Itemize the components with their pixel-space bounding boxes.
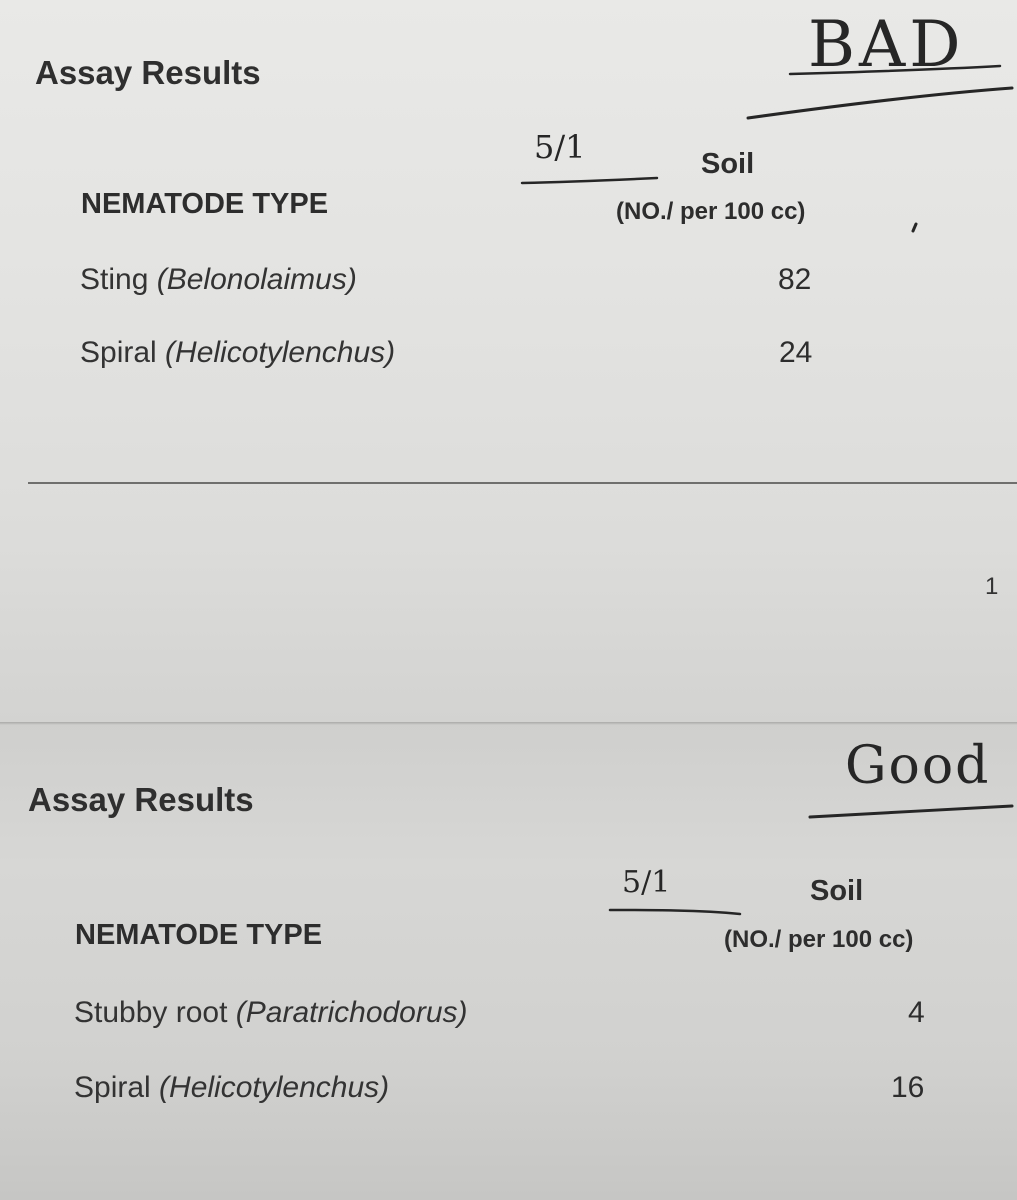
top-row-1-genus: (Belonolaimus) (156, 263, 357, 296)
top-column-header: Soil (701, 148, 755, 180)
bottom-rating-text: Good (845, 736, 991, 796)
top-row-2-value: 24 (779, 336, 813, 369)
top-row-2-genus: (Helicotylenchus) (165, 336, 396, 369)
top-row-header: NEMATODE TYPE (81, 188, 329, 220)
top-column-unit: (NO./ per 100 cc) (616, 198, 806, 225)
bottom-row-1-genus: (Paratrichodorus) (235, 996, 468, 1029)
bottom-row-2-value: 16 (891, 1071, 925, 1104)
bottom-row-1-value: 4 (908, 996, 925, 1029)
bottom-row-2-name (74, 1071, 389, 1105)
bottom-report-title: Assay Results (28, 781, 254, 818)
bottom-column-unit: (NO./ per 100 cc) (724, 926, 914, 953)
top-row-1-common: Sting (80, 263, 149, 296)
bottom-row-header: NEMATODE TYPE (75, 919, 323, 951)
top-rating-text: BAD (808, 8, 965, 82)
bottom-row-1-name (74, 996, 468, 1030)
top-report-title: Assay Results (35, 54, 261, 91)
page-number: 1 (985, 573, 999, 600)
bottom-row-1-common: Stubby root (74, 996, 228, 1029)
bottom-row-2-genus: (Helicotylenchus) (159, 1071, 390, 1104)
top-row-2-common: Spiral (80, 336, 157, 369)
bottom-column-header: Soil (810, 875, 864, 907)
top-row-1-value: 82 (778, 263, 812, 296)
top-date-text: 5/1 (534, 128, 586, 166)
bottom-date-text: 5/1 (622, 865, 671, 900)
bottom-row-2-common: Spiral (74, 1071, 151, 1104)
